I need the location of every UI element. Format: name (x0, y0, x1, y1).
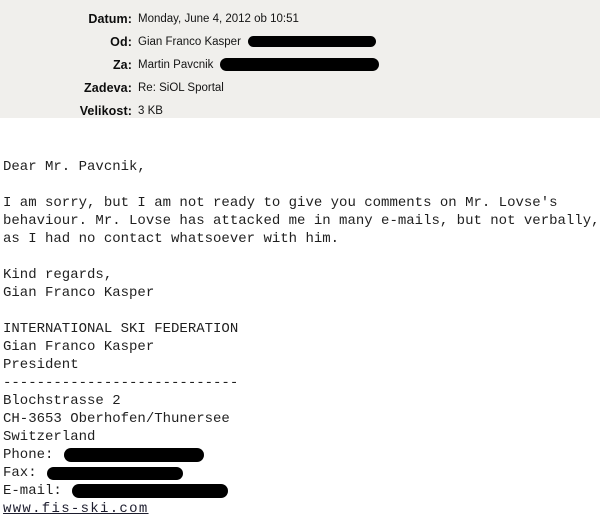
phone-redaction-bar (64, 448, 204, 462)
blank-line (3, 176, 600, 194)
to-field-value (138, 58, 379, 71)
from-sender-name: Gian Franco Kasper (138, 35, 241, 48)
subject-field-value: Re: SiOL Sportal (138, 81, 224, 94)
signature-name: Gian Franco Kasper (3, 339, 155, 355)
header-row-size (0, 99, 600, 122)
size-field-label: Velikost: (79, 103, 132, 118)
from-field-value (138, 36, 376, 48)
size-field-value: 3 KB (138, 104, 163, 117)
to-redaction-bar (220, 58, 379, 71)
signature-country: Switzerland (3, 429, 96, 445)
phone-label: Phone: (3, 447, 62, 463)
header-row-date (0, 7, 600, 30)
from-redaction-bar (248, 36, 376, 47)
from-field-label: Od: (110, 34, 132, 49)
fax-redaction-bar (47, 467, 183, 480)
email-meta-header (0, 0, 600, 118)
email-redaction-bar (72, 484, 228, 498)
subject-field-label: Zadeva: (84, 80, 132, 95)
closing-signature-name: Gian Franco Kasper (3, 285, 155, 301)
signature-divider: ---------------------------- (3, 375, 239, 391)
greeting-line: Dear Mr. Pavcnik, (3, 159, 146, 175)
blank-line (3, 302, 600, 320)
email-line (3, 482, 600, 500)
signature-city: CH-3653 Oberhofen/Thunersee (3, 411, 230, 427)
closing-line: Kind regards, (3, 267, 113, 283)
signature-street: Blochstrasse 2 (3, 393, 121, 409)
phone-line (3, 446, 600, 464)
website-link[interactable]: www.fis-ski.com (3, 501, 149, 517)
email-label: E-mail: (3, 483, 71, 499)
fax-label: Fax: (3, 465, 46, 481)
to-recipient-name: Martin Pavcnik (138, 58, 214, 71)
signature-organization: INTERNATIONAL SKI FEDERATION (3, 321, 239, 337)
to-field-label: Za: (112, 57, 132, 72)
paragraph-line-2: behaviour. Mr. Lovse has attacked me in many e-mails, but not verbally, (3, 213, 600, 229)
header-row-to (0, 53, 600, 76)
date-field-label: Datum: (88, 11, 132, 26)
message-body (3, 158, 600, 518)
header-row-from (0, 30, 600, 53)
fax-line (3, 464, 600, 482)
blank-line (3, 248, 600, 266)
signature-title: President (3, 357, 79, 373)
paragraph-line-1: I am sorry, but I am not ready to give you comments on Mr. Lovse's (3, 195, 558, 211)
paragraph-line-3: as I had no contact whatsoever with him. (3, 231, 340, 247)
header-row-subject (0, 76, 600, 99)
date-field-value: Monday, June 4, 2012 ob 10:51 (138, 12, 299, 25)
website-line (3, 500, 600, 518)
